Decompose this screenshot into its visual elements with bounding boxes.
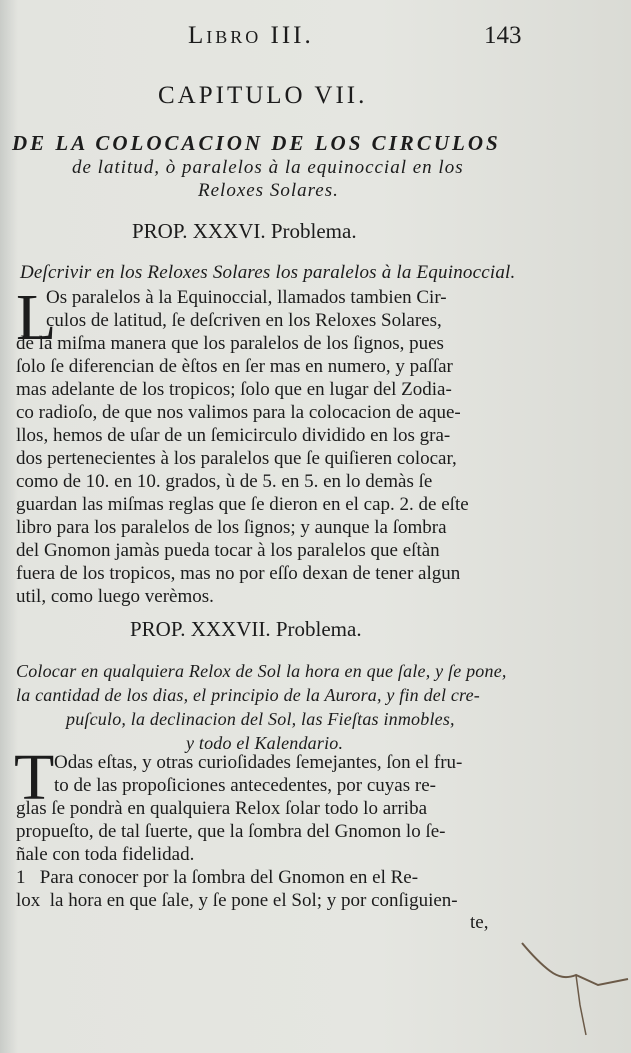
body-line: del Gnomon jamàs pueda tocar à los paralelos que eſtàn	[16, 540, 440, 561]
prop36-heading: PROP. XXXVI. Problema.	[132, 219, 357, 243]
body-line: fuera de los tropicos, mas no por eſſo dexan de tener algun	[16, 563, 461, 584]
section-title-line-3: Reloxes Solares.	[198, 180, 339, 201]
body-line: llos, hemos de uſar de un ſemicirculo dividido en los gra-	[16, 425, 451, 446]
body-line: culos de latitud, ſe deſcriven en los Reloxes Solares,	[46, 310, 442, 331]
chapter-title: CAPITULO VII.	[158, 82, 368, 109]
catchword: te,	[470, 912, 489, 933]
prop37-title-line: Colocar en qualquiera Relox de Sol la hora en que ſale, y ſe pone,	[16, 661, 507, 681]
body-line: ſolo ſe diferencian de èſtos en ſer mas en numero, y paſſar	[16, 356, 453, 377]
prop37-heading: PROP. XXXVII. Problema.	[130, 617, 362, 641]
body-line: dos pertenecientes à los paralelos que ſe quiſieren colocar,	[16, 448, 457, 469]
section-title-line-1: DE LA COLOCACION DE LOS CIRCULOS	[12, 131, 501, 155]
body-line: 1 Para conocer por la ſombra del Gnomon en el Re-	[16, 867, 419, 888]
section-title-line-2: de latitud, ò paralelos à la equinoccial en los	[72, 157, 464, 178]
running-title: Libro III.	[188, 22, 314, 49]
prop37-title-line: puſculo, la declinacion del Sol, las Fieſtas inmobles,	[66, 709, 455, 729]
body-line: de la miſma manera que los paralelos de los ſignos, pues	[16, 333, 444, 354]
drop-cap-t: T	[14, 741, 55, 814]
body-line: glas ſe pondrà en qualquiera Relox ſolar todo lo arriba	[16, 798, 428, 819]
body-line: mas adelante de los tropicos; ſolo que en lugar del Zodia-	[16, 379, 452, 400]
body-line: propueſto, de tal ſuerte, que la ſombra del Gnomon lo ſe-	[16, 821, 446, 842]
prop37-title-line: la cantidad de los dias, el principio de la Aurora, y fin del cre-	[16, 685, 480, 705]
body-line: to de las propoſiciones antecedentes, por cuyas re-	[54, 775, 436, 796]
body-line: libro para los paralelos de los ſignos; y aunque la ſombra	[16, 517, 447, 538]
paper-crack-mark	[520, 935, 630, 1045]
body-line: como de 10. en 10. grados, ù de 5. en 5. en lo demàs ſe	[16, 471, 433, 492]
page-number: 143	[484, 22, 522, 49]
drop-cap-l: L	[16, 281, 57, 354]
body-line: guardan las miſmas reglas que ſe dieron en el cap. 2. de eſte	[16, 494, 469, 515]
body-line: co radioſo, de que nos valimos para la colocacion de aque-	[16, 402, 461, 423]
prop36-title: Deſcrivir en los Reloxes Solares los paralelos à la Equinoccial.	[20, 262, 516, 283]
body-line: Os paralelos à la Equinoccial, llamados tambien Cir-	[46, 287, 447, 308]
prop37-title-line: y todo el Kalendario.	[186, 733, 344, 753]
body-line: Odas eſtas, y otras curioſidades ſemejantes, ſon el fru-	[54, 752, 463, 773]
body-line: ñale con toda fidelidad.	[16, 844, 195, 865]
body-line: util, como luego verèmos.	[16, 586, 214, 607]
body-line: lox la hora en que ſale, y ſe pone el Sol; y por conſiguien-	[16, 890, 458, 911]
